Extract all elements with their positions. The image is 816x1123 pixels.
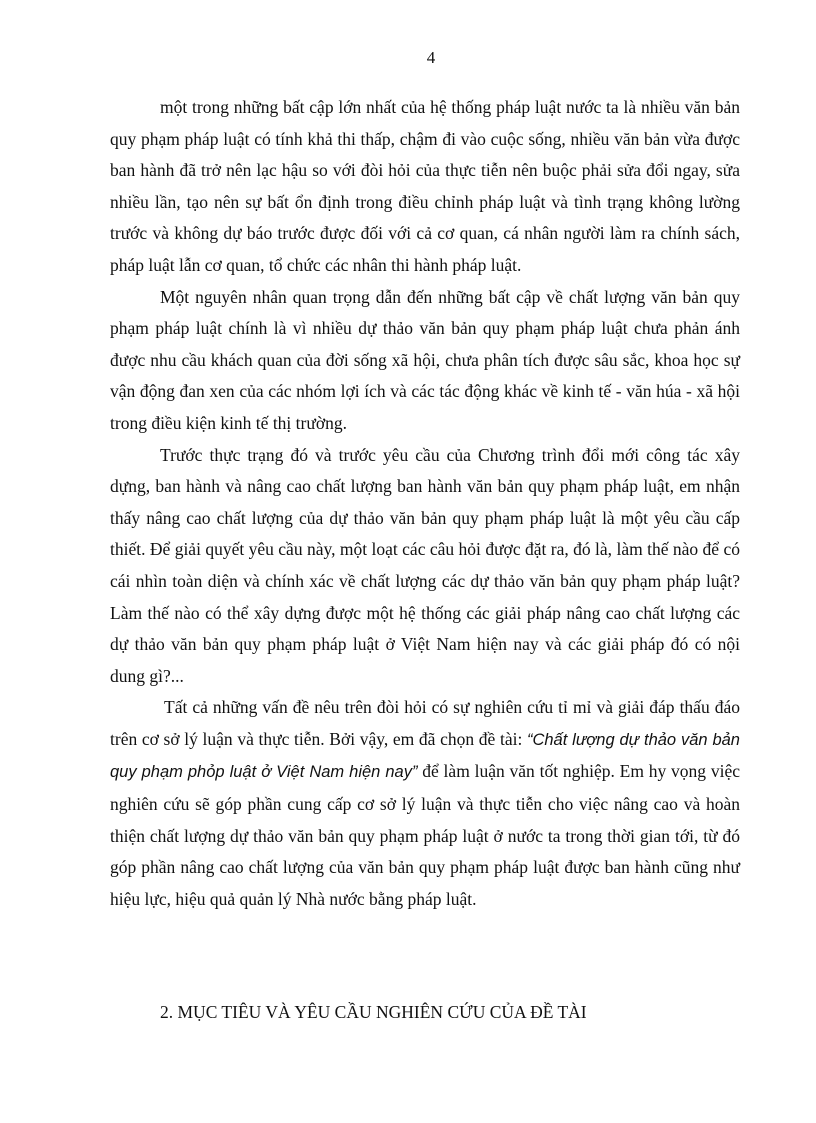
- paragraph-topic-rest: để làm luận văn tốt nghiệp. Em hy vọng việc nghiên cứu sẽ góp phần cung cấp cơ sở lý luận và thực tiễn cho việc nâng cao và hoàn thiện chất lượng dự thảo văn bản quy phạm pháp luật ở nước ta trong thời gian tới, từ đó góp phần nâng cao chất lượng của văn bản quy phạm pháp luật được ban hành cũng như hiệu lực, hiệu quả quản lý Nhà nước bằng pháp luật.: [110, 761, 740, 909]
- section-heading: 2. MỤC TIÊU VÀ YÊU CẦU NGHIÊN CỨU CỦA ĐỀ TÀI: [160, 1002, 587, 1022]
- paragraph-topic: [110, 692, 740, 915]
- paragraph-cause: Một nguyên nhân quan trọng dẫn đến những bất cập về chất lượng văn bản quy phạm pháp luật chính là vì nhiều dự thảo văn bản quy phạm pháp luật chưa phản ánh được nhu cầu khách quan của đời sống xã hội, chưa phân tích được sâu sắc, khoa học sự vận động đan xen của các nhóm lợi ích và các tác động khác về kinh tế - văn húa - xã hội trong điều kiện kinh tế thị trường.: [110, 286, 740, 433]
- paragraph-topic-intro: Tất cả những vấn đề nêu trên đòi hỏi có sự nghiên cứu tỉ mỉ và giải đáp thấu đáo trên cơ sở lý luận và thực tiễn. Bởi vậy, em đã chọn đề tài:: [110, 697, 740, 749]
- thesis-title-quote: “Chất lượng dự thảo văn bản quy phạm phỏp luật ở Việt Nam hiện nay”: [110, 730, 740, 782]
- paragraph-context: Trước thực trạng đó và trước yêu cầu của Chương trình đổi mới công tác xây dựng, ban hành và nâng cao chất lượng ban hành văn bản quy phạm pháp luật, em nhận thấy nâng cao chất lượng của dự thảo văn bản quy phạm pháp luật là một yêu cầu cấp thiết. Để giải quyết yêu cầu này, một loạt các câu hỏi được đặt ra, đó là, làm thế nào để có cái nhìn toàn diện và chính xác về chất lượng các dự thảo văn bản quy phạm pháp luật? Làm thế nào có thể xây dựng được một hệ thống các giải pháp nâng cao chất lượng các dự thảo văn bản quy phạm pháp luật ở Việt Nam hiện nay và các giải pháp đó có nội dung gì?...: [110, 444, 740, 686]
- page-number: 4: [426, 48, 436, 67]
- document-body: [110, 92, 740, 915]
- paragraph-continuation: một trong những bất cập lớn nhất của hệ thống pháp luật nước ta là nhiều văn bản quy phạm pháp luật có tính khả thi thấp, chậm đi vào cuộc sống, nhiều văn bản vừa được ban hành đã trở nên lạc hậu so với đòi hỏi của thực tiễn nên buộc phải sửa đổi ngay, sửa nhiều lần, tạo nên sự bất ổn định trong điều chỉnh pháp luật và tình trạng không lường trước và không dự báo trước được đối với cả cơ quan, cá nhân người làm ra chính sách, pháp luật lẫn cơ quan, tổ chức các nhân thi hành pháp luật.: [110, 97, 740, 275]
